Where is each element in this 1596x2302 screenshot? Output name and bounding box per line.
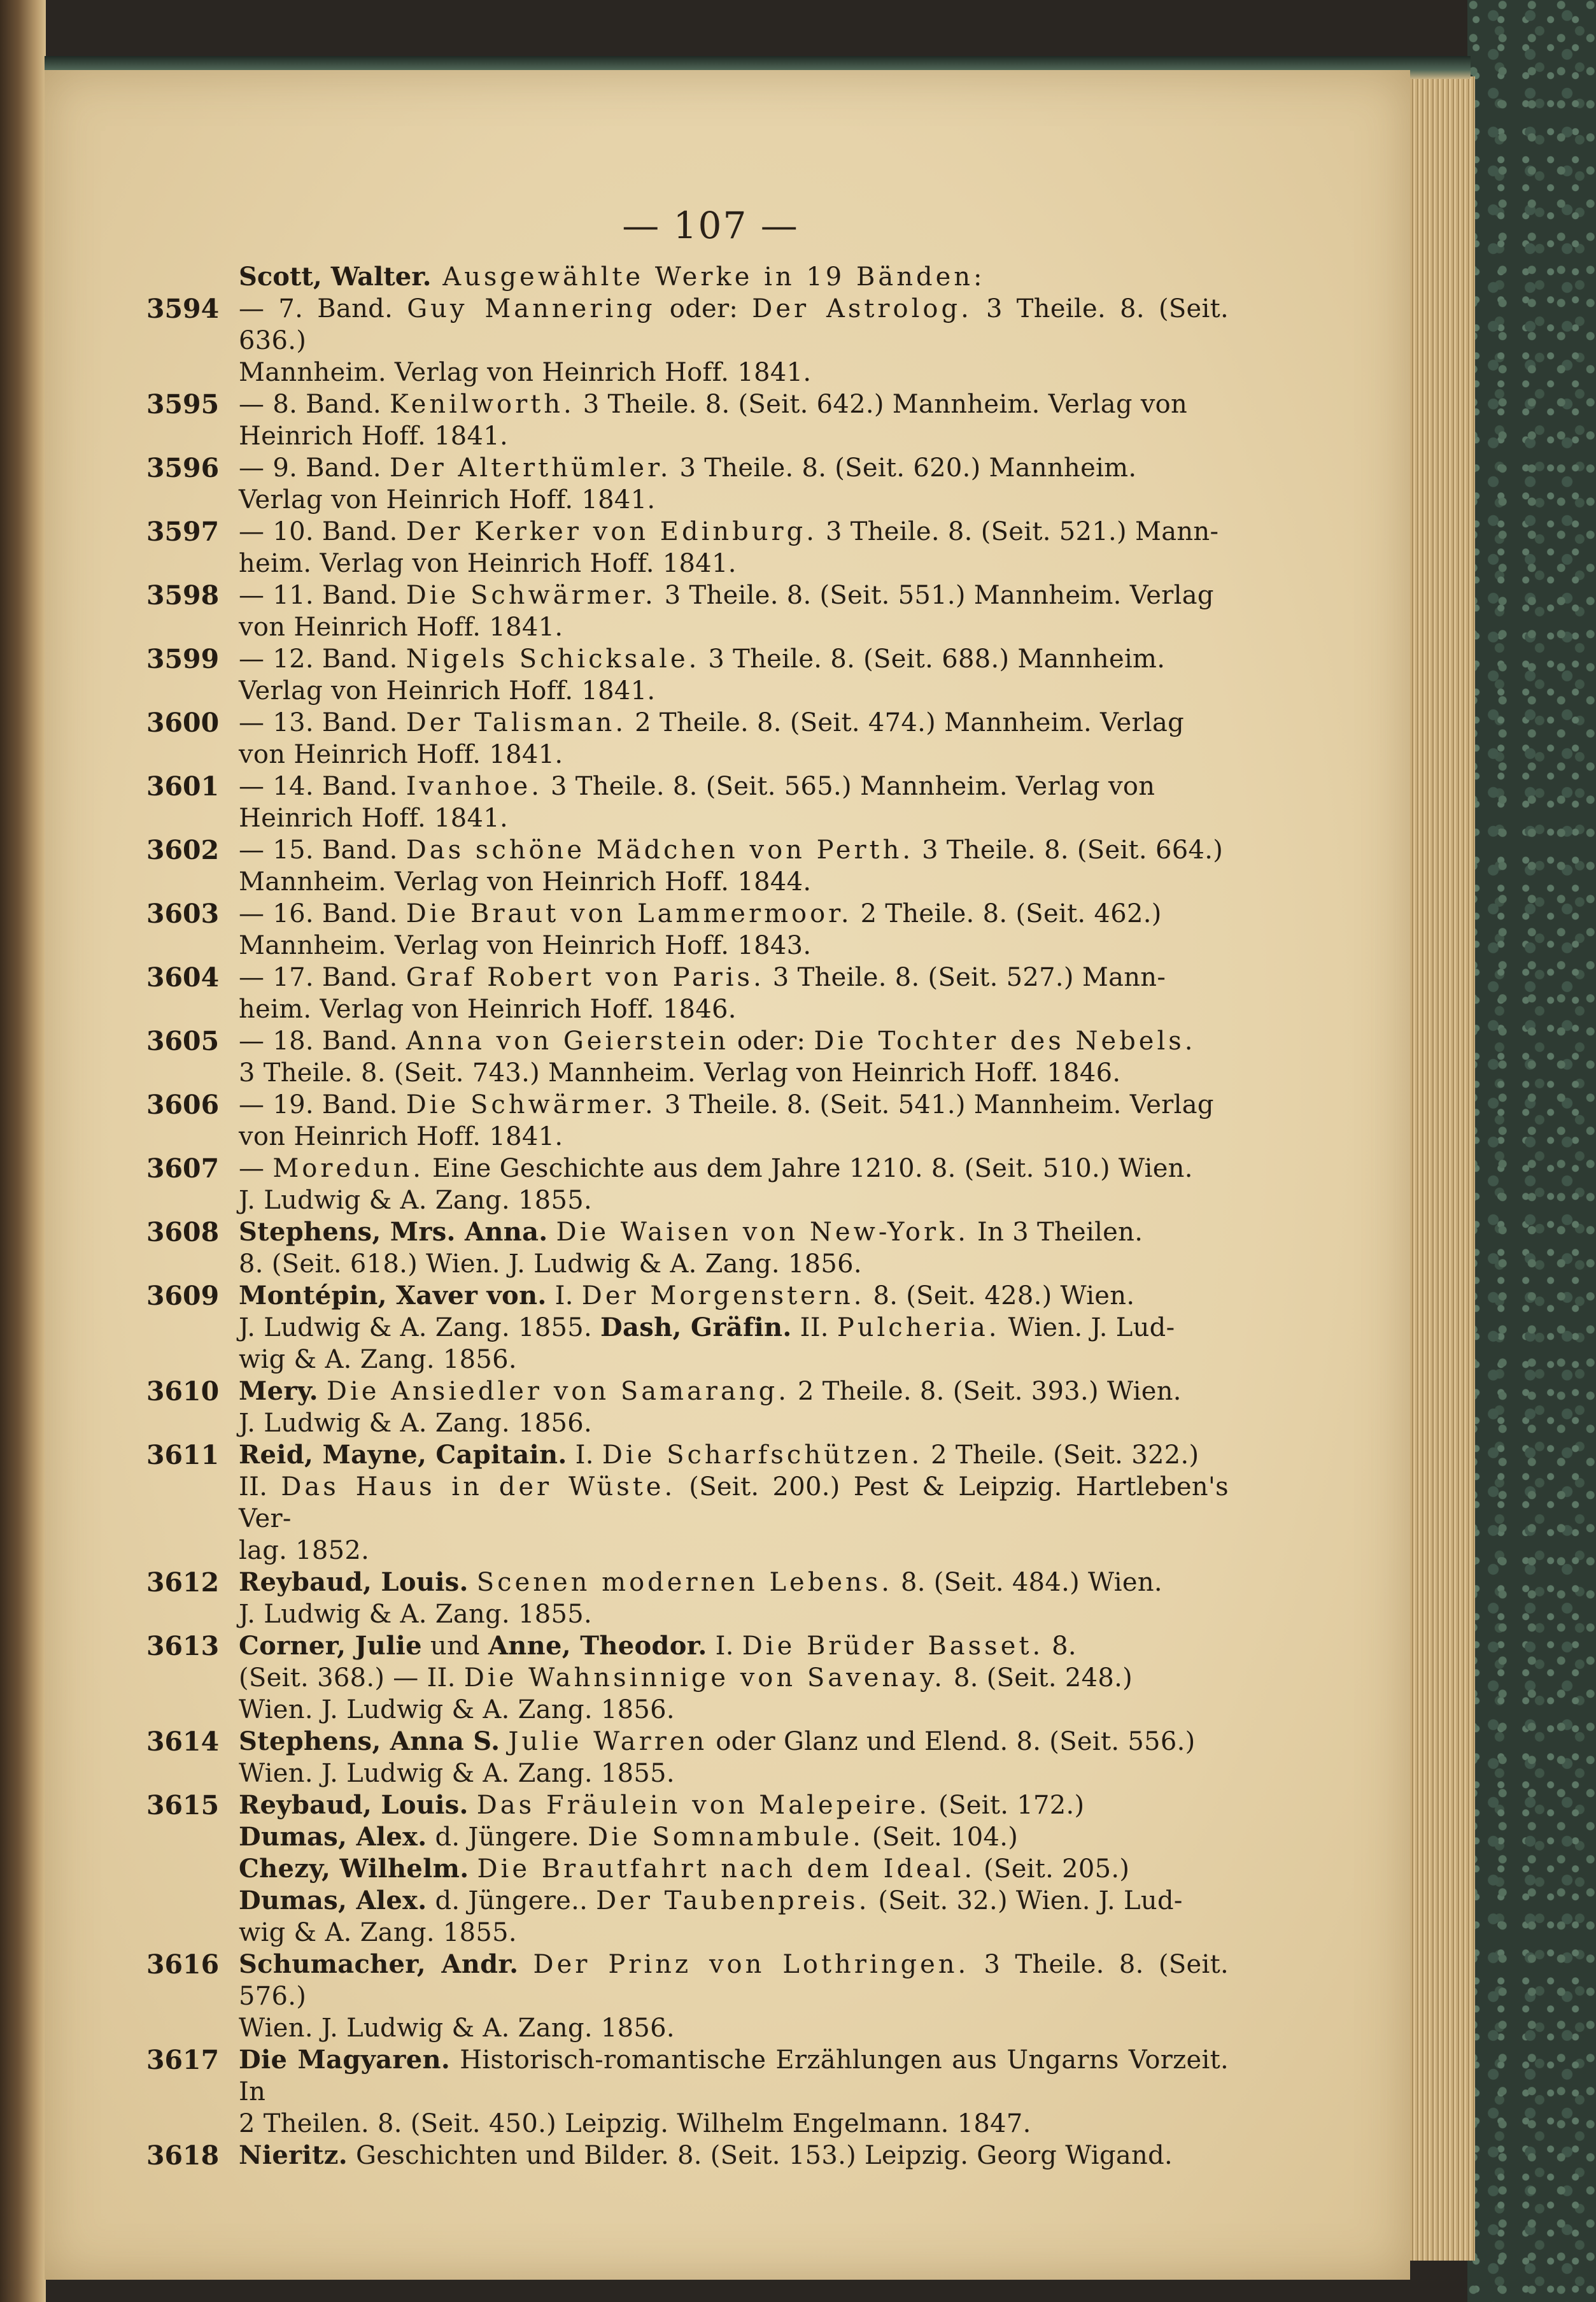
work-title: Der Kerker von Edinburg. — [406, 517, 817, 546]
entry-body — [239, 293, 1229, 388]
entry-line — [239, 643, 1229, 675]
entry-line — [239, 898, 1229, 930]
entry-text: 3 Theile. 8. (Seit. 576.) — [239, 1950, 1229, 2011]
work-title: Die Scharfschützen. — [602, 1440, 923, 1470]
author-name: Mery. — [239, 1376, 318, 1406]
entry-line — [239, 962, 1229, 993]
entry-line — [239, 707, 1229, 739]
entry-line — [239, 452, 1229, 484]
catalog-entry — [146, 1439, 1229, 1567]
work-title: Der Astrolog. — [752, 294, 972, 323]
catalog-entry — [146, 1789, 1229, 1949]
entry-text: 3 Theile. 8. (Seit. 743.) Mannheim. Verlag von Heinrich Hoff. 1846. — [239, 1058, 1121, 1088]
work-title: Ausgewählte Werke in 19 Bänden: — [431, 262, 985, 292]
page-number: — 107 — — [622, 204, 799, 247]
entry-text: (Seit. 32.) Wien. J. Lud- — [870, 1886, 1183, 1915]
entry-text: von Heinrich Hoff. 1841. — [239, 740, 563, 769]
entry-line — [239, 548, 1229, 579]
entry-text: 3 Theile. 8. (Seit. 521.) Mann- — [817, 517, 1219, 546]
entry-number: 3606 — [146, 1090, 220, 1120]
entry-line — [239, 1662, 1229, 1694]
entry-line — [239, 420, 1229, 452]
entry-text — [518, 1950, 533, 1979]
intro-heading — [239, 261, 1229, 293]
entry-body — [239, 388, 1229, 452]
entry-line — [239, 993, 1229, 1025]
entry-body — [239, 2044, 1229, 2140]
entry-text: d. Jüngere.. — [427, 1886, 597, 1915]
entry-body — [239, 707, 1229, 771]
right-cover-board — [1467, 0, 1596, 2302]
catalog-entry — [146, 707, 1229, 771]
entry-line — [239, 2012, 1229, 2044]
entry-line — [239, 2140, 1229, 2171]
catalog-entry — [146, 388, 1229, 452]
entry-text: 3 Theile. 8. (Seit. 527.) Mann- — [764, 963, 1166, 992]
entry-body — [239, 1025, 1229, 1089]
entry-body — [239, 1089, 1229, 1153]
entry-line — [239, 1375, 1229, 1407]
catalog-entry — [146, 579, 1229, 643]
entry-text: Verlag von Heinrich Hoff. 1841. — [239, 676, 656, 706]
entry-text: 2 Theile. 8. (Seit. 462.) — [852, 899, 1162, 928]
entry-text: — 11. Band. — [239, 581, 406, 610]
entry-number: 3608 — [146, 1217, 220, 1247]
entry-number: 3603 — [146, 899, 220, 929]
entry-text: J. Ludwig & A. Zang. 1855. — [239, 1186, 593, 1215]
entry-text: 3 Theile. 8. (Seit. 620.) Mannheim. — [671, 453, 1137, 483]
entry-text: Geschichten und Bilder. 8. (Seit. 153.) Leipzig. Georg Wigand. — [348, 2141, 1173, 2170]
work-title: Ivanhoe. — [406, 772, 542, 801]
catalog-entry — [146, 2044, 1229, 2140]
entry-line — [239, 930, 1229, 962]
entry-body — [239, 1630, 1229, 1726]
entry-line — [239, 1535, 1229, 1567]
entry-text: — 15. Band. — [239, 835, 406, 865]
entry-body — [239, 1439, 1229, 1567]
entry-number: 3615 — [146, 1790, 220, 1821]
author-name: Stephens, Mrs. Anna. — [239, 1217, 548, 1247]
entry-text: 3 Theile. 8. (Seit. 565.) Mannheim. Verlag von — [542, 772, 1155, 801]
entry-text: — 17. Band. — [239, 963, 406, 992]
catalog-entry — [146, 1153, 1229, 1216]
entry-number: 3594 — [146, 294, 220, 324]
entry-body — [239, 1375, 1229, 1439]
entry-text: Verlag von Heinrich Hoff. 1841. — [239, 485, 656, 515]
author-name: Dash, Gräfin. — [600, 1312, 792, 1342]
entry-text: — — [239, 1154, 273, 1183]
entry-text: — 8. Band. — [239, 390, 390, 419]
entry-line — [239, 1885, 1229, 1917]
catalog-entry — [146, 1567, 1229, 1630]
entry-text — [500, 1727, 508, 1756]
entry-line — [239, 1216, 1229, 1248]
entry-text: von Heinrich Hoff. 1841. — [239, 613, 563, 642]
entry-line — [239, 1471, 1229, 1535]
entry-text: Heinrich Hoff. 1841. — [239, 804, 508, 833]
entry-text: heim. Verlag von Heinrich Hoff. 1846. — [239, 995, 737, 1024]
entry-number: 3595 — [146, 389, 220, 420]
work-title: Die Somnambule. — [588, 1822, 864, 1852]
work-title: Die Schwärmer. — [406, 1090, 656, 1119]
catalog-entry — [146, 898, 1229, 962]
entry-line — [239, 771, 1229, 802]
entry-line — [239, 1312, 1229, 1344]
entry-line — [239, 1694, 1229, 1726]
catalog-entry — [146, 293, 1229, 388]
entry-line — [239, 1567, 1229, 1598]
work-title: Anna von Geierstein — [406, 1027, 729, 1056]
entry-text: wig & A. Zang. 1856. — [239, 1345, 517, 1374]
entry-line — [239, 1821, 1229, 1853]
entry-line — [239, 388, 1229, 420]
entry-body — [239, 1949, 1229, 2044]
entry-number: 3609 — [146, 1281, 220, 1311]
catalog-entry — [146, 834, 1229, 898]
entry-text: J. Ludwig & A. Zang. 1855. — [239, 1313, 601, 1342]
catalog-entry — [146, 1726, 1229, 1789]
entry-body — [239, 1726, 1229, 1789]
entry-text: (Seit. 200.) Pest & Leipzig. Hartleben's Ver- — [239, 1472, 1229, 1533]
entry-text: J. Ludwig & A. Zang. 1855. — [239, 1600, 593, 1629]
entry-number: 3618 — [146, 2140, 220, 2171]
author-name: Stephens, Anna S. — [239, 1726, 500, 1756]
entry-line — [239, 834, 1229, 866]
author-name: Reybaud, Louis. — [239, 1567, 469, 1597]
work-title: Die Ansiedler von Samarang. — [326, 1377, 789, 1406]
entry-number: 3613 — [146, 1631, 220, 1661]
entry-number: 3614 — [146, 1726, 220, 1757]
author-name: Chezy, Wilhelm. — [239, 1854, 469, 1884]
entry-line — [239, 293, 1229, 357]
entry-line — [239, 1917, 1229, 1949]
work-title: Der Alterthümler. — [389, 453, 672, 483]
entry-text: oder: — [655, 294, 752, 323]
entry-list — [146, 293, 1229, 2171]
entry-text: 2 Theile. 8. (Seit. 474.) Mannheim. Verlag — [626, 708, 1185, 737]
entry-text: I. — [546, 1281, 582, 1311]
author-name: Scott, Walter. — [239, 262, 432, 292]
entry-text: Heinrich Hoff. 1841. — [239, 422, 508, 451]
entry-text: oder Glanz und Elend. 8. (Seit. 556.) — [707, 1727, 1196, 1756]
work-title: Die Tochter des Nebels. — [814, 1027, 1196, 1056]
page-edges — [1404, 76, 1475, 2261]
entry-line — [239, 1184, 1229, 1216]
entry-body — [239, 771, 1229, 834]
catalog-entry — [146, 452, 1229, 516]
entry-body — [239, 1789, 1229, 1949]
entry-body — [239, 1567, 1229, 1630]
catalog-listing — [146, 261, 1229, 2171]
entry-number: 3617 — [146, 2045, 220, 2075]
entry-text: wig & A. Zang. 1855. — [239, 1918, 517, 1947]
author-name: Reid, Mayne, Capitain. — [239, 1440, 567, 1470]
entry-text: d. Jüngere. — [427, 1822, 588, 1852]
entry-line — [239, 2108, 1229, 2140]
entry-text: — 9. Band. — [239, 453, 390, 483]
entry-body — [239, 643, 1229, 707]
entry-line — [239, 357, 1229, 388]
entry-number: 3601 — [146, 771, 220, 802]
entry-line — [239, 2044, 1229, 2108]
catalog-entry — [146, 643, 1229, 707]
author-name: Reybaud, Louis. — [239, 1790, 469, 1820]
entry-text: In 3 Theilen. — [969, 1218, 1143, 1247]
work-title: Der Taubenpreis. — [596, 1886, 870, 1915]
entry-number: 3607 — [146, 1153, 220, 1184]
entry-text: (Seit. 172.) — [930, 1791, 1085, 1820]
entry-line — [239, 1025, 1229, 1057]
entry-line — [239, 802, 1229, 834]
entry-text: Wien. J. Lud- — [999, 1313, 1175, 1342]
entry-line — [239, 1789, 1229, 1821]
author-name: Montépin, Xaver von. — [239, 1281, 547, 1311]
entry-text: 3 Theile. 8. (Seit. 551.) Mannheim. Verlag — [656, 581, 1214, 610]
entry-text — [469, 1854, 477, 1884]
entry-body — [239, 962, 1229, 1025]
work-title: Das schöne Mädchen von Perth. — [406, 835, 914, 865]
entry-number: 3604 — [146, 962, 220, 993]
entry-line — [239, 1153, 1229, 1184]
entry-text: 8. (Seit. 484.) Wien. — [893, 1568, 1162, 1597]
work-title: Guy Mannering — [407, 294, 656, 323]
entry-text: 3 Theile. 8. (Seit. 636.) — [239, 294, 1229, 355]
entry-text: — 16. Band. — [239, 899, 406, 928]
entry-number: 3602 — [146, 835, 220, 865]
entry-text: Wien. J. Ludwig & A. Zang. 1855. — [239, 1759, 675, 1788]
entry-line — [239, 1344, 1229, 1375]
entry-text: — 14. Band. — [239, 772, 406, 801]
entry-number: 3612 — [146, 1567, 220, 1598]
author-name: Anne, Theodor. — [488, 1631, 707, 1661]
entry-line — [239, 1407, 1229, 1439]
entry-text: Wien. J. Ludwig & A. Zang. 1856. — [239, 1695, 675, 1724]
entry-text: heim. Verlag von Heinrich Hoff. 1841. — [239, 549, 737, 578]
entry-line — [239, 1598, 1229, 1630]
entry-body — [239, 1280, 1229, 1375]
entry-text: — 18. Band. — [239, 1027, 406, 1056]
entry-text: — 10. Band. — [239, 517, 406, 546]
entry-text: 3 Theile. 8. (Seit. 642.) Mannheim. Verlag von — [574, 390, 1188, 419]
entry-text: (Seit. 205.) — [975, 1854, 1130, 1884]
catalog-entry — [146, 2140, 1229, 2171]
entry-number: 3600 — [146, 707, 220, 738]
catalog-entry — [146, 1025, 1229, 1089]
entry-line — [239, 739, 1229, 771]
catalog-entry — [146, 1089, 1229, 1153]
entry-text — [548, 1218, 556, 1247]
entry-text: 3 Theile. 8. (Seit. 688.) Mannheim. — [700, 644, 1166, 674]
entry-text: Historisch-romantische Erzählungen aus Ungarns Vorzeit. In — [239, 2045, 1229, 2107]
work-title: Graf Robert von Paris. — [406, 963, 765, 992]
catalog-entry — [146, 1280, 1229, 1375]
author-name: Die Magyaren. — [239, 2045, 451, 2075]
entry-text: Eine Geschichte aus dem Jahre 1210. 8. (Seit. 510.) Wien. — [424, 1154, 1193, 1183]
entry-text: 3 Theile. 8. (Seit. 541.) Mannheim. Verlag — [656, 1090, 1214, 1119]
work-title: Die Braut von Lammermoor. — [406, 899, 852, 928]
work-title: Moredun. — [272, 1154, 425, 1183]
entry-number: 3610 — [146, 1376, 220, 1407]
entry-text — [318, 1377, 327, 1406]
entry-text: Mannheim. Verlag von Heinrich Hoff. 1843. — [239, 931, 812, 960]
catalog-entry — [146, 1375, 1229, 1439]
entry-text: lag. 1852. — [239, 1536, 370, 1565]
entry-text: 8. — [1043, 1631, 1077, 1661]
entry-text: 2 Theile. (Seit. 322.) — [922, 1440, 1199, 1470]
entry-text: Wien. J. Ludwig & A. Zang. 1856. — [239, 2014, 675, 2043]
entry-body — [239, 2140, 1229, 2171]
left-cover-edge — [0, 0, 46, 2302]
entry-line — [239, 611, 1229, 643]
entry-text: I. — [567, 1440, 602, 1470]
catalog-entry — [146, 771, 1229, 834]
author-name: Nieritz. — [239, 2140, 348, 2170]
entry-line — [239, 1758, 1229, 1789]
entry-line — [239, 1057, 1229, 1089]
entry-line — [239, 1726, 1229, 1758]
entry-text: II. — [791, 1313, 837, 1342]
catalog-entry — [146, 516, 1229, 579]
entry-line — [239, 866, 1229, 898]
entry-line — [239, 1121, 1229, 1153]
entry-text: oder: — [728, 1027, 814, 1056]
work-title: Das Fräulein von Malepeire. — [476, 1791, 931, 1820]
entry-text: 3 Theile. 8. (Seit. 664.) — [914, 835, 1224, 865]
entry-text: (Seit. 368.) — II. — [239, 1663, 464, 1693]
work-title: Scenen modernen Lebens. — [476, 1568, 893, 1597]
entry-text: II. — [239, 1472, 281, 1502]
author-name: Dumas, Alex. — [239, 1886, 427, 1915]
entry-text: und — [421, 1631, 488, 1661]
entry-body — [239, 898, 1229, 962]
catalog-entry — [146, 962, 1229, 1025]
work-title: Das Haus in der Wüste. — [281, 1472, 676, 1502]
author-name: Corner, Julie — [239, 1631, 422, 1661]
entry-text: (Seit. 104.) — [863, 1822, 1019, 1852]
entry-line — [239, 675, 1229, 707]
entry-line — [239, 1280, 1229, 1312]
catalog-entry — [146, 1216, 1229, 1280]
entry-body — [239, 1153, 1229, 1216]
entry-text: 2 Theilen. 8. (Seit. 450.) Leipzig. Wilhelm Engelmann. 1847. — [239, 2109, 1031, 2138]
entry-line — [239, 484, 1229, 516]
work-title: Julie Warren — [508, 1727, 708, 1756]
entry-number: 3616 — [146, 1949, 220, 1980]
entry-number: 3599 — [146, 644, 220, 674]
entry-text — [469, 1568, 477, 1597]
entry-text — [469, 1791, 477, 1820]
author-name: Schumacher, Andr. — [239, 1949, 519, 1979]
entry-text: I. — [707, 1631, 742, 1661]
work-title: Die Schwärmer. — [406, 581, 656, 610]
work-title: Der Talisman. — [406, 708, 627, 737]
entry-text: 2 Theile. 8. (Seit. 393.) Wien. — [789, 1377, 1182, 1406]
catalog-entry — [146, 1630, 1229, 1726]
entry-text: Mannheim. Verlag von Heinrich Hoff. 1844. — [239, 867, 812, 897]
entry-line — [239, 1089, 1229, 1121]
entry-body — [239, 452, 1229, 516]
work-title: Nigels Schicksale. — [406, 644, 700, 674]
entry-body — [239, 834, 1229, 898]
work-title: Die Wahnsinnige von Savenay. — [463, 1663, 945, 1693]
entry-text: 8. (Seit. 248.) — [945, 1663, 1133, 1693]
entry-body — [239, 1216, 1229, 1280]
work-title: Der Prinz von Lothringen. — [533, 1950, 970, 1979]
entry-text: — 12. Band. — [239, 644, 406, 674]
entry-text: 8. (Seit. 618.) Wien. J. Ludwig & A. Zang. 1856. — [239, 1249, 862, 1279]
entry-number: 3605 — [146, 1026, 220, 1056]
entry-number: 3596 — [146, 453, 220, 483]
work-title: Die Brautfahrt nach dem Ideal. — [477, 1854, 976, 1884]
entry-line — [239, 1630, 1229, 1662]
work-title: Die Waisen von New-York. — [556, 1218, 970, 1247]
entry-line — [239, 516, 1229, 548]
entry-text: 8. (Seit. 428.) Wien. — [865, 1281, 1135, 1311]
entry-text: Mannheim. Verlag von Heinrich Hoff. 1841. — [239, 358, 812, 387]
entry-text: — 7. Band. — [239, 294, 407, 323]
work-title: Pulcheria. — [837, 1313, 1000, 1342]
entry-number: 3611 — [146, 1440, 220, 1470]
catalog-entry — [146, 1949, 1229, 2044]
work-title: Kenilworth. — [389, 390, 575, 419]
entry-number: 3597 — [146, 516, 220, 547]
entry-text: — 13. Band. — [239, 708, 406, 737]
entry-line — [239, 1949, 1229, 2012]
entry-line — [239, 1853, 1229, 1885]
entry-number: 3598 — [146, 580, 220, 611]
entry-text: — 19. Band. — [239, 1090, 406, 1119]
entry-line — [239, 1248, 1229, 1280]
entry-line — [239, 579, 1229, 611]
entry-body — [239, 516, 1229, 579]
author-name: Dumas, Alex. — [239, 1822, 427, 1852]
work-title: Die Brüder Basset. — [742, 1631, 1044, 1661]
entry-text: J. Ludwig & A. Zang. 1856. — [239, 1409, 593, 1438]
entry-body — [239, 579, 1229, 643]
entry-line — [239, 1439, 1229, 1471]
work-title: Der Morgenstern. — [581, 1281, 865, 1311]
entry-text: von Heinrich Hoff. 1841. — [239, 1122, 563, 1151]
